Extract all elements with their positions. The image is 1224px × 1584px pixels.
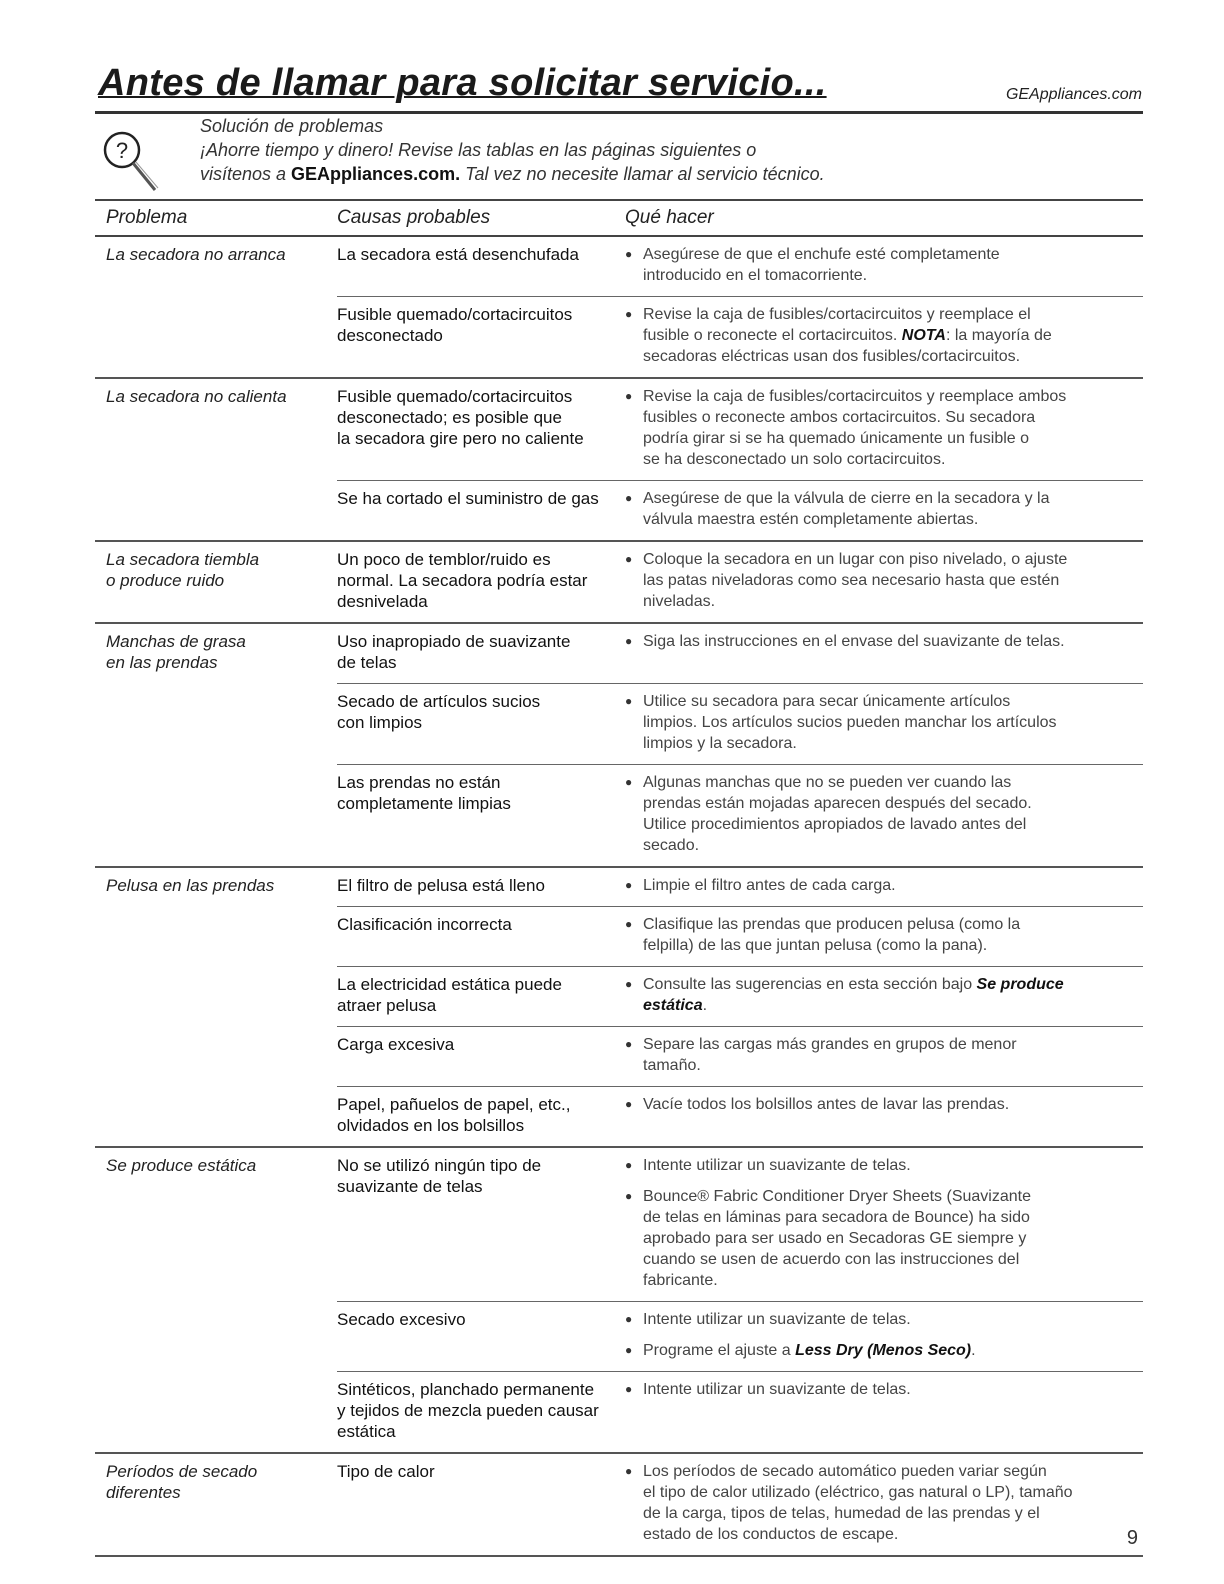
text-segment: Limpie el filtro antes de cada carga.: [643, 877, 896, 894]
intro-line: ¡Ahorre tiempo y dinero! Revise las tablas en las páginas siguientes o: [200, 140, 757, 160]
table-row: [337, 1301, 1143, 1371]
action-text: [643, 244, 1000, 286]
text-segment: Asegúrese de que la válvula de cierre en la secadora y la válvula maestra estén completamente abiertas.: [643, 490, 1050, 528]
action-text: [643, 1340, 976, 1361]
text-segment: Algunas manchas que no se pueden ver cuando las prendas están mojadas aparecen después del secado. Utilice procedimientos apropiados de lavado antes del secado.: [643, 774, 1032, 854]
cause-text: La secadora está desenchufada: [337, 245, 579, 264]
emphasis-text: Less Dry (Menos Seco): [795, 1342, 972, 1359]
cause-text: Fusible quemado/cortacircuitos desconectado: [337, 305, 573, 345]
action-item: [625, 875, 1143, 896]
action-item: [625, 488, 1143, 530]
table-row: [337, 296, 1143, 377]
action-item: [625, 974, 1143, 1016]
actions-list: [625, 1379, 1143, 1442]
text-segment: Vacíe todos los bolsillos antes de lavar las prendas.: [643, 1096, 1010, 1113]
action-text: [643, 386, 1066, 470]
bullet-icon: ●: [625, 1037, 633, 1051]
problem-group: [95, 542, 1143, 624]
table-row: [337, 1371, 1143, 1452]
action-item: [625, 1186, 1143, 1291]
cause-text: Clasificación incorrecta: [337, 915, 512, 934]
cause-text: No se utilizó ningún tipo de suavizante de telas: [337, 1156, 542, 1196]
intro-subtitle: Solución de problemas: [200, 116, 384, 136]
action-text: [643, 1155, 911, 1176]
action-text: [643, 1186, 1031, 1291]
table-header: [95, 199, 1143, 237]
actions-list: [625, 244, 1143, 286]
table-row: [337, 480, 1143, 540]
table-row: [337, 1454, 1143, 1555]
cause-text: Papel, pañuelos de papel, etc., olvidados en los bolsillos: [337, 1095, 571, 1135]
actions-list: [625, 549, 1143, 612]
bullet-icon: ●: [625, 247, 633, 261]
action-item: [625, 691, 1143, 754]
table-row: [337, 683, 1143, 764]
actions-list: [625, 914, 1143, 956]
problem-label: Períodos de secado diferentes: [106, 1462, 258, 1502]
problem-group: [95, 237, 1143, 379]
causes-list: [337, 1148, 1143, 1452]
intro-text-part: Tal vez no necesite llamar al servicio técnico.: [460, 164, 825, 184]
text-segment: : la mayoría de secadoras eléctricas usan dos fusibles/cortacircuitos.: [643, 327, 1052, 365]
action-text: [643, 1379, 911, 1400]
intro-text-part: visítenos a: [200, 164, 292, 184]
bullet-icon: ●: [625, 1097, 633, 1111]
action-item: [625, 549, 1143, 612]
actions-list: [625, 304, 1143, 367]
cause-text: Se ha cortado el suministro de gas: [337, 489, 599, 508]
emphasis-text: Se produce estática: [643, 976, 1064, 1014]
problem-label: La secadora no calienta: [106, 387, 287, 406]
action-text: [643, 1034, 1017, 1076]
text-segment: .: [702, 997, 708, 1014]
problem-group: [95, 624, 1143, 868]
cause-text: Las prendas no están completamente limpias: [337, 773, 511, 813]
causes-list: [337, 542, 1143, 622]
action-text: [643, 914, 1020, 956]
bullet-icon: ●: [625, 552, 633, 566]
bullet-icon: ●: [625, 694, 633, 708]
bullet-icon: ●: [625, 1343, 633, 1357]
action-item: [625, 304, 1143, 367]
actions-list: [625, 1155, 1143, 1291]
cause-text: Secado de artículos sucios con limpios: [337, 692, 541, 732]
table-body: [95, 237, 1143, 1557]
text-segment: Bounce® Fabric Conditioner Dryer Sheets (Suavizante de telas en láminas para secadora de Bounce) ha sido aprobado para ser usado en Secadoras GE siempre y cuando se usen de acuerdo con las instrucciones del fabricante.: [643, 1188, 1031, 1289]
actions-list: [625, 631, 1143, 673]
page-number: 9: [1126, 1527, 1138, 1549]
table-row: [337, 1148, 1143, 1301]
text-segment: Siga las instrucciones en el envase del suavizante de telas.: [643, 633, 1065, 650]
table-row: [337, 1026, 1143, 1086]
text-segment: Separe las cargas más grandes en grupos de menor tamaño.: [643, 1036, 1017, 1074]
column-header-causes: Causas probables: [337, 207, 491, 228]
problem-group: [95, 379, 1143, 542]
problem-label: La secadora no arranca: [106, 245, 286, 264]
action-text: [643, 772, 1032, 856]
bullet-icon: ●: [625, 307, 633, 321]
text-segment: Consulte las sugerencias en esta sección bajo: [643, 976, 977, 993]
causes-list: [337, 237, 1143, 377]
table-row: [337, 379, 1143, 480]
cause-text: Secado excesivo: [337, 1310, 466, 1329]
action-text: [643, 631, 1065, 652]
intro-text: [200, 114, 825, 186]
text-segment: Intente utilizar un suavizante de telas.: [643, 1311, 911, 1328]
text-segment: Intente utilizar un suavizante de telas.: [643, 1157, 911, 1174]
text-segment: Los períodos de secado automático pueden variar según el tipo de calor utilizado (eléctrico, gas natural o LP), tamaño de la carga, tipos de telas, humedad de las prendas y el estado de los conductos de escape.: [643, 1463, 1073, 1543]
causes-list: [337, 1454, 1143, 1555]
problem-label: Se produce estática: [106, 1156, 257, 1175]
action-item: [625, 1379, 1143, 1400]
actions-list: [625, 1461, 1143, 1545]
text-segment: Coloque la secadora en un lugar con piso nivelado, o ajuste las patas niveladoras como sea necesario hasta que estén niveladas.: [643, 551, 1068, 610]
problem-group: [95, 1454, 1143, 1557]
emphasis-text: NOTA: [901, 327, 946, 344]
bullet-icon: ●: [625, 1382, 633, 1396]
bullet-icon: ●: [625, 491, 633, 505]
action-item: [625, 1340, 1143, 1361]
table-row: [337, 906, 1143, 966]
table-row: [337, 1086, 1143, 1146]
bullet-icon: ●: [625, 634, 633, 648]
problem-group: [95, 1148, 1143, 1454]
text-segment: Revise la caja de fusibles/cortacircuitos y reemplace ambos fusibles o reconecte ambos cortacircuitos. Su secadora podría girar si se ha quemado únicamente un fusible o se ha desconectado un solo cortacircuitos.: [643, 388, 1067, 468]
actions-list: [625, 1094, 1143, 1136]
problem-label: Pelusa en las prendas: [106, 876, 275, 895]
action-text: [643, 691, 1057, 754]
action-text: [643, 304, 1052, 367]
action-text: [643, 1309, 911, 1330]
actions-list: [625, 488, 1143, 530]
bullet-icon: ●: [625, 1189, 633, 1203]
text-segment: Revise la caja de fusibles/cortacircuitos y reemplace el fusible o reconecte el cortacircuitos.: [643, 306, 1031, 344]
intro-line: [200, 162, 825, 186]
bullet-icon: ●: [625, 775, 633, 789]
action-text: [643, 875, 896, 896]
action-item: [625, 386, 1143, 470]
cause-text: Un poco de temblor/ruido es normal. La secadora podría estar desnivelada: [337, 550, 588, 611]
cause-text: Fusible quemado/cortacircuitos desconectado; es posible que la secadora gire pero no caliente: [337, 387, 584, 448]
bullet-icon: ●: [625, 977, 633, 991]
table-row: [337, 237, 1143, 296]
actions-list: [625, 386, 1143, 470]
action-text: [643, 974, 1064, 1016]
action-item: [625, 1309, 1143, 1330]
causes-list: [337, 868, 1143, 1146]
svg-text:?: ?: [115, 138, 129, 163]
site-url: GEAppliances.com: [1005, 86, 1142, 103]
action-item: [625, 1461, 1143, 1545]
actions-list: [625, 1034, 1143, 1076]
table-row: [337, 868, 1143, 906]
bullet-icon: ●: [625, 389, 633, 403]
troubleshooting-table: [95, 199, 1143, 1557]
bullet-icon: ●: [625, 1312, 633, 1326]
causes-list: [337, 379, 1143, 540]
actions-list: [625, 691, 1143, 754]
column-header-action: Qué hacer: [625, 207, 714, 228]
action-item: [625, 1094, 1143, 1115]
problem-label: Manchas de grasa en las prendas: [106, 632, 246, 672]
column-header-problem: Problema: [106, 207, 188, 228]
bullet-icon: ●: [625, 878, 633, 892]
question-magnifier-icon: [100, 128, 160, 194]
actions-list: [625, 974, 1143, 1016]
table-row: [337, 764, 1143, 866]
bullet-icon: ●: [625, 1158, 633, 1172]
table-row: [337, 624, 1143, 683]
text-segment: Utilice su secadora para secar únicamente artículos limpios. Los artículos sucios pueden manchar los artículos limpios y la secadora.: [643, 693, 1057, 752]
text-segment: Programe el ajuste a: [643, 1342, 796, 1359]
action-text: [643, 1094, 1009, 1115]
actions-list: [625, 1309, 1143, 1361]
actions-list: [625, 875, 1143, 896]
text-segment: Clasifique las prendas que producen pelusa (como la felpilla) de las que juntan pelusa (como la pana).: [643, 916, 1021, 954]
text-segment: Intente utilizar un suavizante de telas.: [643, 1381, 911, 1398]
problem-label: La secadora tiembla o produce ruido: [106, 550, 260, 590]
bullet-icon: ●: [625, 1464, 633, 1478]
cause-text: Carga excesiva: [337, 1035, 455, 1054]
action-text: [643, 488, 1049, 530]
action-text: [643, 549, 1067, 612]
action-item: [625, 1155, 1143, 1176]
intro-link[interactable]: GEAppliances.com.: [291, 164, 461, 184]
bullet-icon: ●: [625, 917, 633, 931]
cause-text: El filtro de pelusa está lleno: [337, 876, 545, 895]
action-item: [625, 772, 1143, 856]
action-text: [643, 1461, 1073, 1545]
text-segment: Asegúrese de que el enchufe esté completamente introducido en el tomacorriente.: [643, 246, 1000, 284]
table-row: [337, 542, 1143, 622]
cause-text: Sintéticos, planchado permanente y tejidos de mezcla pueden causar estática: [337, 1380, 599, 1441]
page-title: Antes de llamar para solicitar servicio...: [98, 62, 827, 104]
cause-text: Tipo de calor: [337, 1462, 435, 1481]
action-item: [625, 631, 1143, 652]
table-row: [337, 966, 1143, 1026]
action-item: [625, 914, 1143, 956]
actions-list: [625, 772, 1143, 856]
action-item: [625, 1034, 1143, 1076]
causes-list: [337, 624, 1143, 866]
cause-text: Uso inapropiado de suavizante de telas: [337, 632, 571, 672]
problem-group: [95, 868, 1143, 1148]
cause-text: La electricidad estática puede atraer pelusa: [337, 975, 562, 1015]
text-segment: .: [971, 1342, 976, 1359]
action-item: [625, 244, 1143, 286]
